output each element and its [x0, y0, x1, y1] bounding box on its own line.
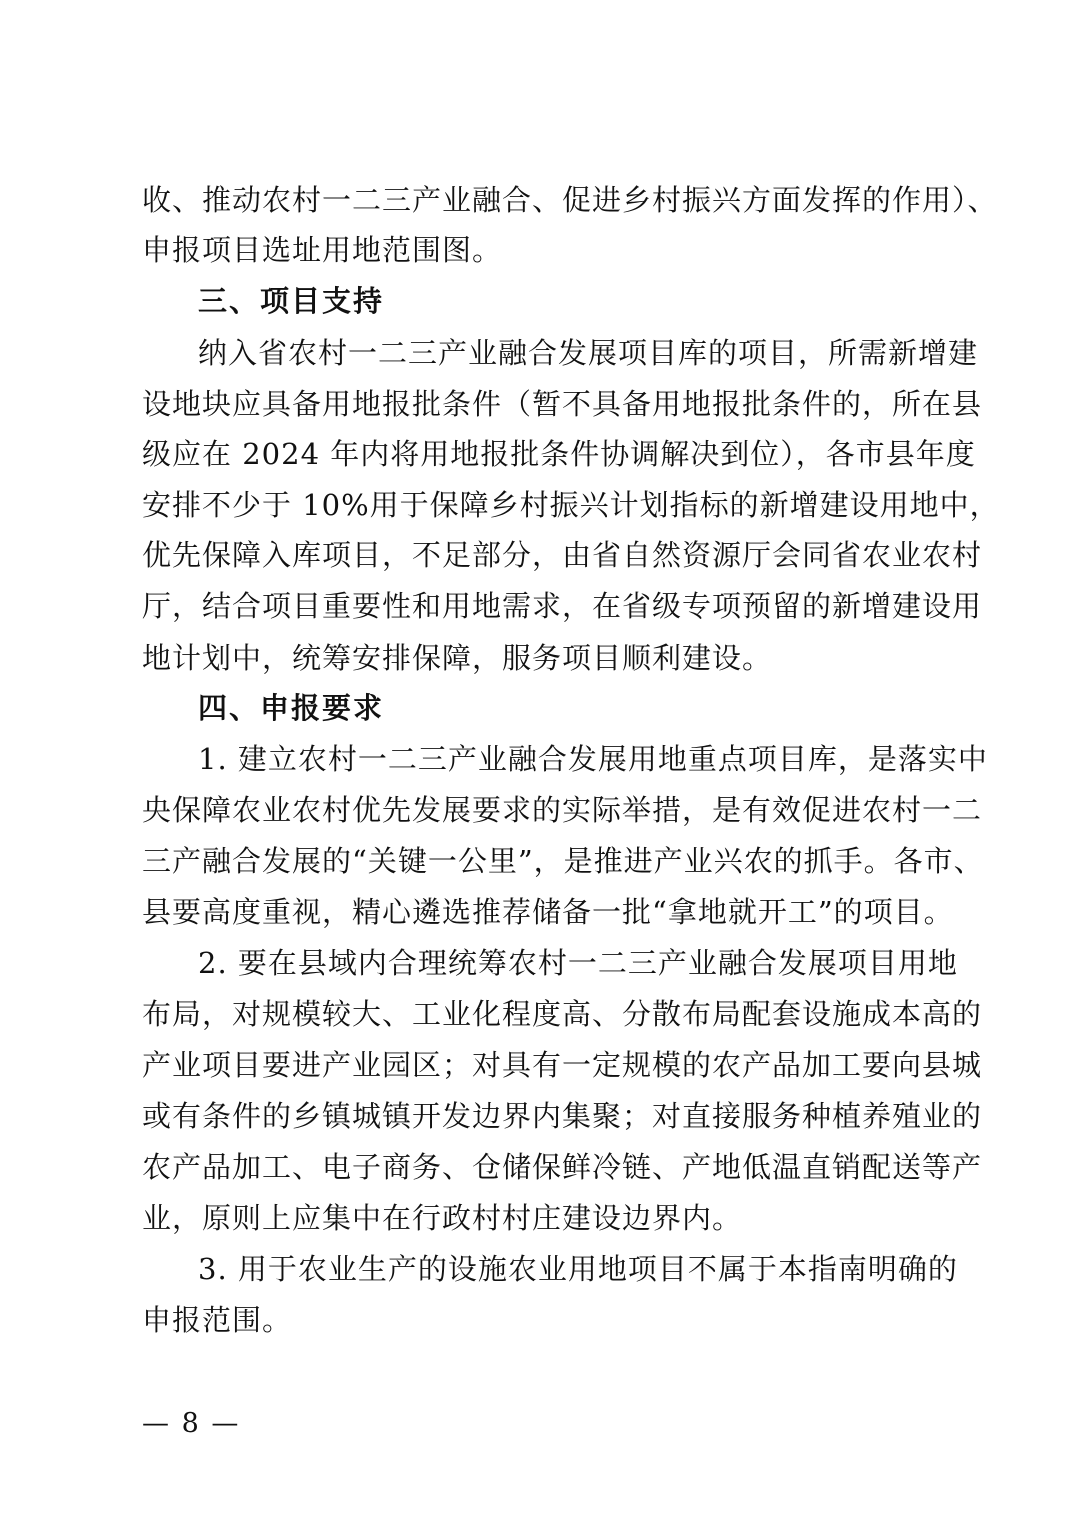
- paragraph-line: 地计划中，统筹安排保障，服务项目顺利建设。: [142, 641, 773, 675]
- paragraph-line: 级应在 2024 年内将用地报批条件协调解决到位），各市县年度: [142, 437, 976, 471]
- paragraph-line: 业，原则上应集中在行政村村庄建设边界内。: [142, 1201, 743, 1235]
- paragraph-line: 纳入省农村一二三产业融合发展项目库的项目，所需新增建: [198, 336, 979, 370]
- paragraph-line: 申报项目选址用地范围图。: [142, 233, 503, 267]
- paragraph-line: 设地块应具备用地报批条件（暂不具备用地报批条件的，所在县: [142, 387, 983, 421]
- paragraph-line: 厅，结合项目重要性和用地需求，在省级专项预留的新增建设用: [142, 589, 983, 623]
- paragraph-line: 优先保障入库项目，不足部分，由省自然资源厅会同省农业农村: [142, 538, 983, 572]
- paragraph-line: 农产品加工、电子商务、仓储保鲜冷链、产地低温直销配送等产: [142, 1150, 983, 1184]
- paragraph-line: 3. 用于农业生产的设施农业用地项目不属于本指南明确的: [198, 1252, 958, 1286]
- paragraph-line: 央保障农业农村优先发展要求的实际举措，是有效促进农村一二: [142, 793, 983, 827]
- paragraph-line: 或有条件的乡镇城镇开发边界内集聚；对直接服务种植养殖业的: [142, 1099, 983, 1133]
- section-heading-project-support: 三、项目支持: [198, 284, 385, 318]
- paragraph-line: 申报范围。: [142, 1303, 293, 1337]
- section-heading-application-requirements: 四、申报要求: [198, 691, 385, 725]
- paragraph-line: 布局，对规模较大、工业化程度高、分散布局配套设施成本高的: [142, 997, 983, 1031]
- paragraph-line: 1. 建立农村一二三产业融合发展用地重点项目库，是落实中: [198, 742, 988, 776]
- page-number: — 8 —: [142, 1408, 241, 1439]
- paragraph-line: 收、推动农村一二三产业融合、促进乡村振兴方面发挥的作用）、: [142, 183, 998, 217]
- paragraph-line: 三产融合发展的“关键一公里”，是推进产业兴农的抓手。各市、: [142, 844, 984, 878]
- paragraph-line: 县要高度重视，精心遴选推荐储备一批“拿地就开工”的项目。: [142, 895, 954, 929]
- paragraph-line: 安排不少于 10%用于保障乡村振兴计划指标的新增建设用地中，: [142, 488, 1000, 522]
- paragraph-line: 2. 要在县域内合理统筹农村一二三产业融合发展项目用地: [198, 946, 958, 980]
- paragraph-line: 产业项目要进产业园区；对具有一定规模的农产品加工要向县城: [142, 1048, 983, 1082]
